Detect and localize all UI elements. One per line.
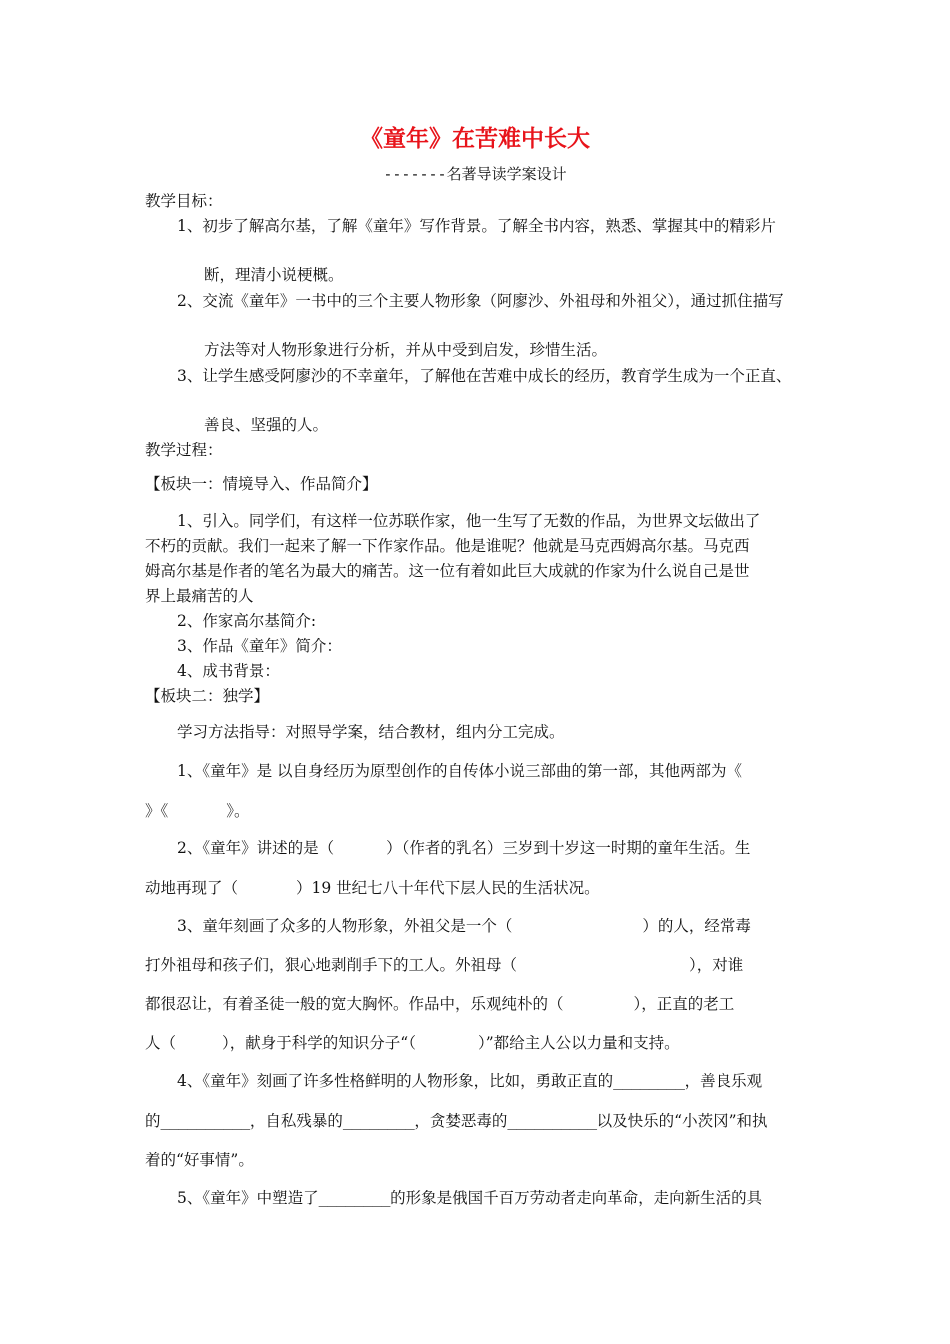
q1-text-a: 》《 [145,802,169,820]
block-2-heading: 【板块二：独学】 [145,687,270,705]
q2-text-d: ）19 世纪七八十年代下层人民的生活状况。 [296,879,600,897]
goal-3-line-1: 3、让学生感受阿廖沙的不幸童年，了解他在苦难中成长的经历，教育学生成为一个正直、 [177,367,792,385]
goal-1-line-2: 断，理清小说梗概。 [204,266,344,284]
study-method: 学习方法指导：对照导学案，结合教材，组内分工完成。 [177,723,565,741]
q4-text-a: 4、《童年》刻画了许多性格鲜明的人物形象，比如，勇敢正直的 [177,1072,614,1090]
question-4-line-3: 着的“好事情”。 [145,1151,254,1169]
goal-2-line-1: 2、交流《童年》一书中的三个主要人物形象（阿廖沙、外祖母和外祖父），通过抓住描写 [177,292,784,310]
q3-text-c: 打外祖母和孩子们，狠心地剥削手下的工人。外祖母（ [145,956,518,974]
goal-1-line-1: 1、初步了解高尔基，了解《童年》写作背景。了解全书内容，熟悉、掌握其中的精彩片 [177,217,776,235]
document-title: 《童年》在苦难中长大 [360,126,590,152]
q3-text-i: ）”都给主人公以力量和支持。 [477,1034,680,1052]
question-1-line-1: 1、《童年》是 以自身经历为原型创作的自传体小说三部曲的第一部，其他两部为《 [177,762,743,780]
block-1-heading: 【板块一：情境导入、作品简介】 [145,475,378,493]
q5-text-a: 5、《童年》中塑造了 [177,1189,319,1207]
q3-text-e: 都很忍让，有着圣徒一般的宽大胸怀。作品中，乐观纯朴的（ [145,995,564,1013]
q3-text-h: ），献身于科学的知识分子“（ [222,1034,416,1052]
question-3-line-1 [177,914,751,936]
q3-text-f: ），正直的老工 [633,995,735,1013]
document-subtitle [0,163,950,184]
question-3-line-4 [145,1031,680,1053]
intro-line-3: 姆高尔基是作者的笔名为最大的痛苦。这一位有着如此巨大成就的作家为什么说自己是世 [145,562,750,580]
q4-text-b: ，善良乐观 [684,1072,763,1090]
item-background: 4、成书背景： [177,662,280,680]
question-3-line-2 [145,953,743,975]
q3-text-d: ），对谁 [689,956,744,974]
subtitle-dashes: ------- [383,165,447,183]
q2-text-c: 动地再现了（ [145,879,239,897]
goals-heading: 教学目标： [145,192,223,210]
item-author-intro: 2、作家高尔基简介: [177,612,317,630]
q1-text-b: 》。 [226,802,250,820]
q4-text-c: 的 [145,1112,161,1130]
q5-text-b: 的形象是俄国千百万劳动者走向革命，走向新生活的具 [390,1189,763,1207]
intro-line-4: 界上最痛苦的人 [145,587,254,605]
q4-text-e: ，贪婪恶毒的 [414,1112,508,1130]
q4-text-d: ，自私残暴的 [249,1112,343,1130]
question-1-line-2 [145,799,250,821]
question-5-line-1 [177,1186,762,1208]
intro-line-1: 1、引入。同学们，有这样一位苏联作家，他一生写了无数的作品，为世界文坛做出了 [177,512,761,530]
item-work-intro: 3、作品《童年》简介： [177,637,342,655]
q4-underline-1: ________ [613,1072,685,1090]
q3-text-b: ）的人，经常毒 [642,917,751,935]
q4-text-f: 以及快乐的“小茨冈”和执 [596,1112,768,1130]
q3-text-a: 3、童年刻画了众多的人物形象，外祖父是一个（ [177,917,513,935]
question-2-line-1 [177,836,750,858]
q2-text-b: ）（作者的乳名）三岁到十岁这一时期的童年生活。生 [386,839,751,857]
question-3-line-3 [145,992,734,1014]
q2-text-a: 2、《童年》讲述的是（ [177,839,335,857]
question-4-line-1 [177,1069,762,1091]
question-4-line-2 [145,1109,768,1131]
goal-2-line-2: 方法等对人物形象进行分析，并从中受到启发，珍惜生活。 [204,341,608,359]
q4-underline-4: __________ [507,1112,597,1130]
goal-3-line-2: 善良、坚强的人。 [204,416,329,434]
q3-text-g: 人（ [145,1034,177,1052]
q4-underline-3: ________ [342,1112,415,1130]
question-2-line-2 [145,876,600,898]
intro-line-2: 不朽的贡献。我们一起来了解一下作家作品。他是谁呢？他就是马克西姆高尔基。马克西 [145,537,750,555]
q5-underline-1: ________ [318,1189,391,1207]
process-heading: 教学过程： [145,441,223,459]
q4-underline-2: __________ [160,1112,250,1130]
subtitle-text: 名著导读学案设计 [446,165,567,183]
